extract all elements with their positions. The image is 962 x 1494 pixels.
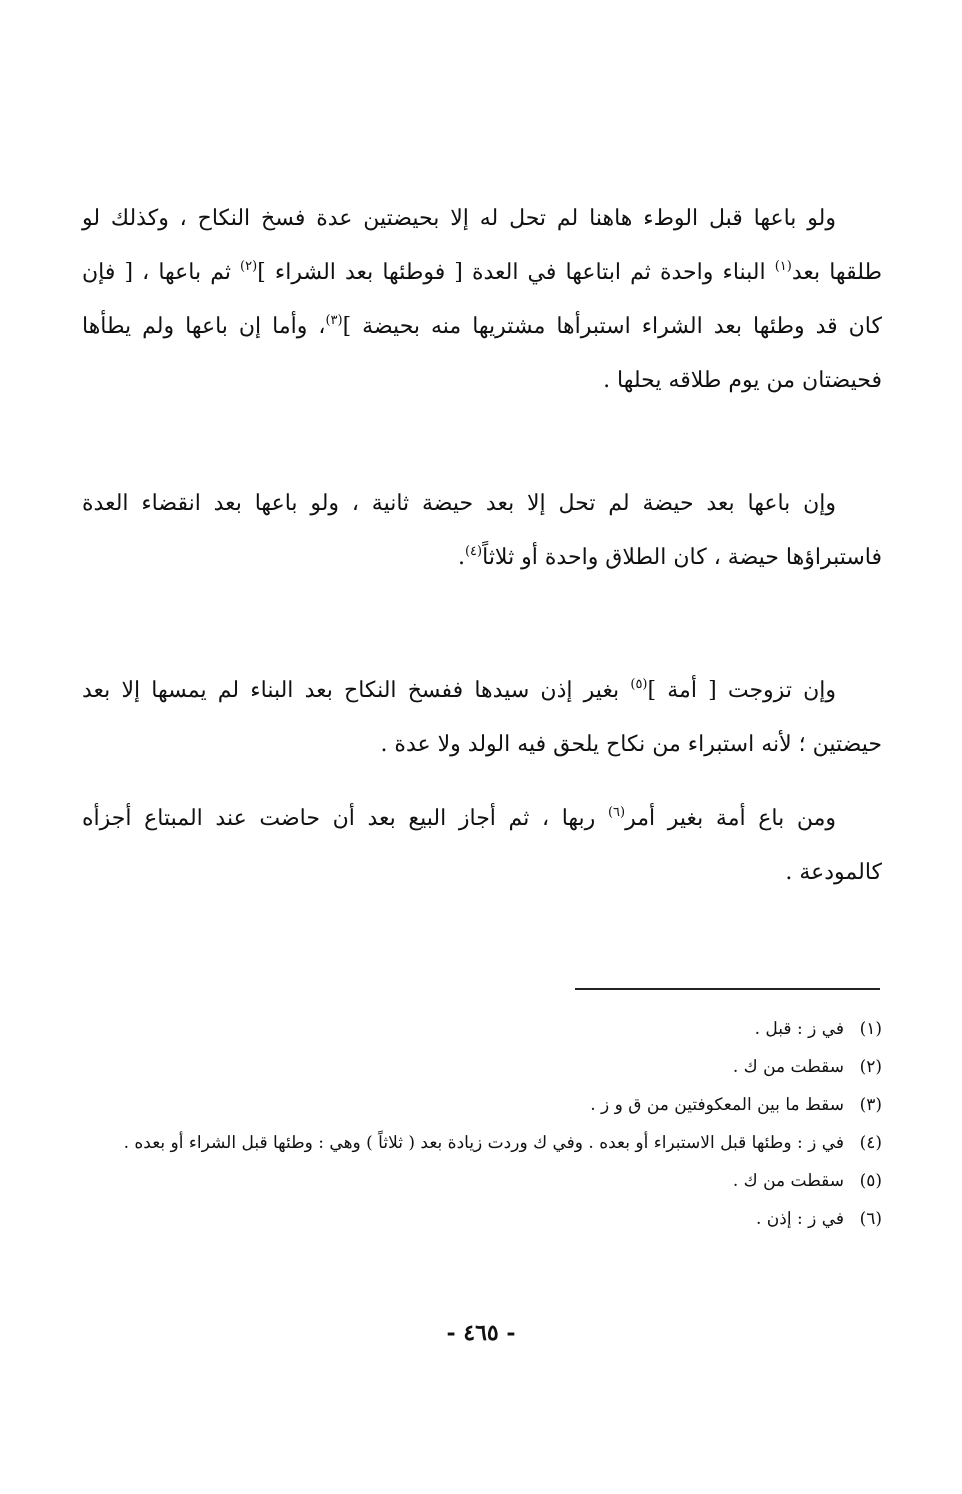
footnote-text: في ز : قبل . bbox=[754, 1019, 844, 1039]
footnote-text: في ز : وطئها قبل الاستبراء أو بعده . وفي ك وردت زيادة بعد ( ثلاثاً ) وهي : وطئها قبل الشراء أو بعده . bbox=[123, 1133, 844, 1153]
footnote-item bbox=[82, 1202, 882, 1236]
footnote-number: (٥) bbox=[859, 1171, 882, 1191]
paragraph-3 bbox=[82, 664, 882, 772]
footnotes-list bbox=[82, 1012, 882, 1240]
footnote-number: (٣) bbox=[859, 1095, 882, 1115]
footnote-ref-6[interactable]: (٦) bbox=[607, 805, 626, 820]
paragraph-4-text-b: ربها ، ثم أجاز البيع بعد أن حاضت عند المبتاع أجزأه كالمودعة . bbox=[82, 806, 882, 885]
paragraph-1-text-d: ، وأما إن باعها ولم يطأها فحيضتان من يوم طلاقه يحلها . bbox=[82, 314, 882, 393]
footnote-text: سقطت من ك . bbox=[732, 1057, 844, 1077]
paragraph-4 bbox=[82, 792, 882, 900]
footnote-item bbox=[82, 1088, 882, 1122]
paragraph-1-text-b: البناء واحدة ثم ابتاعها في العدة [ فوطئها بعد الشراء ] bbox=[257, 260, 775, 285]
footnote-number: (٤) bbox=[859, 1133, 882, 1153]
footnote-text: في ز : إذن . bbox=[755, 1209, 844, 1229]
footnote-ref-4[interactable]: (٤) bbox=[464, 544, 483, 559]
paragraph-1-text-a: ولو باعها قبل الوطء هاهنا لم تحل له إلا بحيضتين عدة فسخ النكاح ، وكذلك لو طلقها بعد bbox=[82, 206, 882, 285]
footnote-divider bbox=[575, 988, 880, 990]
paragraph-4-text-a: ومن باع أمة بغير أمر bbox=[625, 806, 836, 831]
paragraph-1-text-c: ثم باعها ، [ فإن كان قد وطئها بعد الشراء استبرأها مشتريها منه بحيضة ] bbox=[82, 260, 882, 339]
paragraph-2-text-b: . bbox=[457, 545, 465, 570]
footnote-ref-3[interactable]: (٣) bbox=[325, 313, 343, 328]
footnote-item bbox=[82, 1050, 882, 1084]
paragraph-3-text-a: وإن تزوجت [ أمة ] bbox=[647, 678, 837, 703]
footnote-number: (١) bbox=[859, 1019, 882, 1039]
footnote-item bbox=[82, 1012, 882, 1046]
page-number: - ٤٦٥ - bbox=[446, 1320, 516, 1346]
footnote-ref-2[interactable]: (٢) bbox=[240, 259, 258, 274]
paragraph-3-text-b: بغير إذن سيدها ففسخ النكاح بعد البناء لم يمسها إلا بعد حيضتين ؛ لأنه استبراء من نكاح يلحق فيه الولد ولا عدة . bbox=[82, 678, 882, 757]
footnote-text: سقطت من ك . bbox=[732, 1171, 844, 1191]
footnote-number: (٦) bbox=[859, 1209, 882, 1229]
footnote-text: سقط ما بين المعكوفتين من ق و ز . bbox=[590, 1095, 844, 1115]
paragraph-2-text-a: وإن باعها بعد حيضة لم تحل إلا بعد حيضة ثانية ، ولو باعها بعد انقضاء العدة فاستبراؤها حيضة ، كان الطلاق واحدة أو ثلاثاً bbox=[82, 491, 882, 570]
footnote-ref-1[interactable]: (١) bbox=[774, 259, 792, 274]
footnote-number: (٢) bbox=[859, 1057, 882, 1077]
footnote-item bbox=[82, 1164, 882, 1198]
paragraph-2 bbox=[82, 477, 882, 585]
footnote-item bbox=[82, 1126, 882, 1160]
paragraph-1 bbox=[82, 192, 882, 408]
footnote-ref-5[interactable]: (٥) bbox=[630, 677, 648, 692]
